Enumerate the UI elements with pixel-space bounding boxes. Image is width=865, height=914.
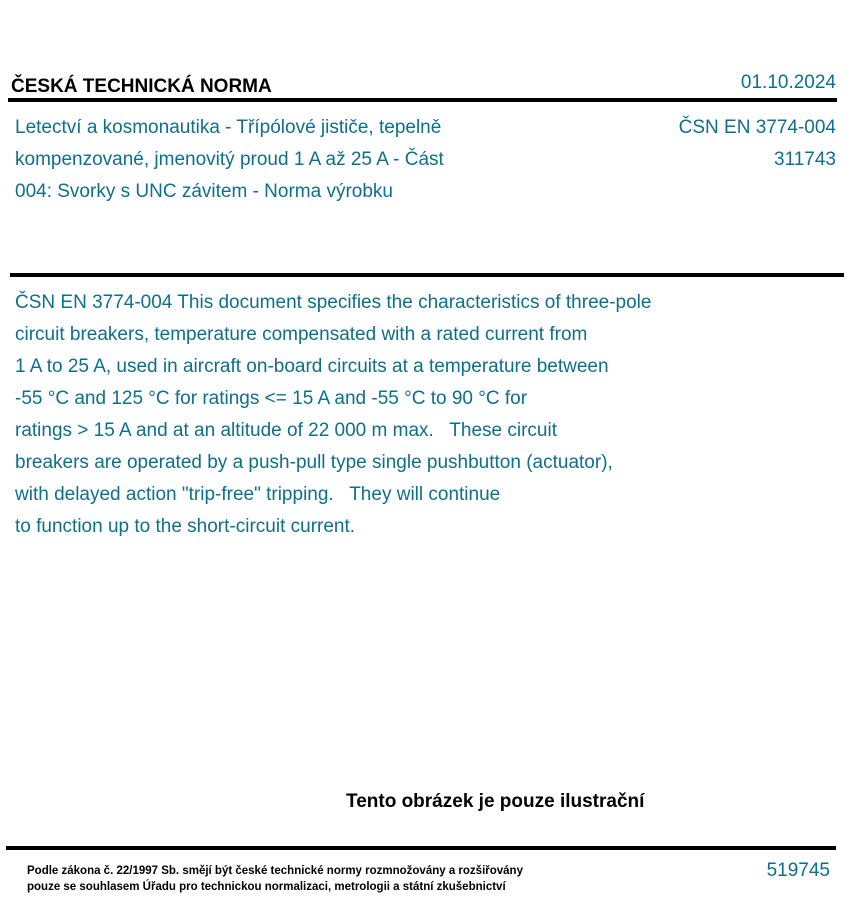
legal-line: Podle zákona č. 22/1997 Sb. smějí být české technické normy rozmnožovány a rozšiřovány bbox=[27, 865, 523, 877]
publication-date: 01.10.2024 bbox=[740, 72, 836, 93]
title-line: 004: Svorky s UNC závitem - Norma výrobku bbox=[15, 181, 393, 202]
abstract-line: ČSN EN 3774-004 This document specifies the characteristics of three-pole bbox=[15, 292, 652, 313]
abstract-line: breakers are operated by a push-pull type single pushbutton (actuator), bbox=[15, 452, 613, 473]
standard-codes bbox=[679, 112, 836, 176]
title-line: Letectví a kosmonautika - Třípólové jističe, tepelně bbox=[15, 117, 442, 138]
abstract-line: to function up to the short-circuit current. bbox=[15, 516, 356, 537]
standard-label: ČESKÁ TECHNICKÁ NORMA bbox=[11, 76, 272, 97]
document-number: 519745 bbox=[766, 860, 830, 881]
document-title bbox=[15, 112, 575, 208]
illustration-note: Tento obrázek je pouze ilustrační bbox=[346, 791, 645, 812]
section-divider bbox=[10, 273, 844, 277]
abstract-line: ratings > 15 A and at an altitude of 22 000 m max. These circuit bbox=[15, 420, 558, 441]
footer-divider bbox=[6, 846, 836, 850]
abstract bbox=[15, 287, 775, 543]
legal-notice bbox=[27, 863, 523, 895]
class-code: 311743 bbox=[774, 149, 836, 170]
standard-code: ČSN EN 3774-004 bbox=[678, 117, 836, 138]
abstract-line: -55 °C and 125 °C for ratings <= 15 A and -55 °C to 90 °C for bbox=[15, 388, 528, 409]
title-line: kompenzované, jmenovitý proud 1 A až 25 A - Část bbox=[15, 149, 444, 170]
header-divider bbox=[8, 98, 837, 102]
abstract-line: with delayed action "trip-free" tripping. They will continue bbox=[15, 484, 501, 505]
abstract-line: 1 A to 25 A, used in aircraft on-board circuits at a temperature between bbox=[15, 356, 609, 377]
abstract-line: circuit breakers, temperature compensated with a rated current from bbox=[15, 324, 588, 345]
legal-line: pouze se souhlasem Úřadu pro technickou normalizaci, metrologii a státní zkušebnictví bbox=[27, 881, 506, 893]
